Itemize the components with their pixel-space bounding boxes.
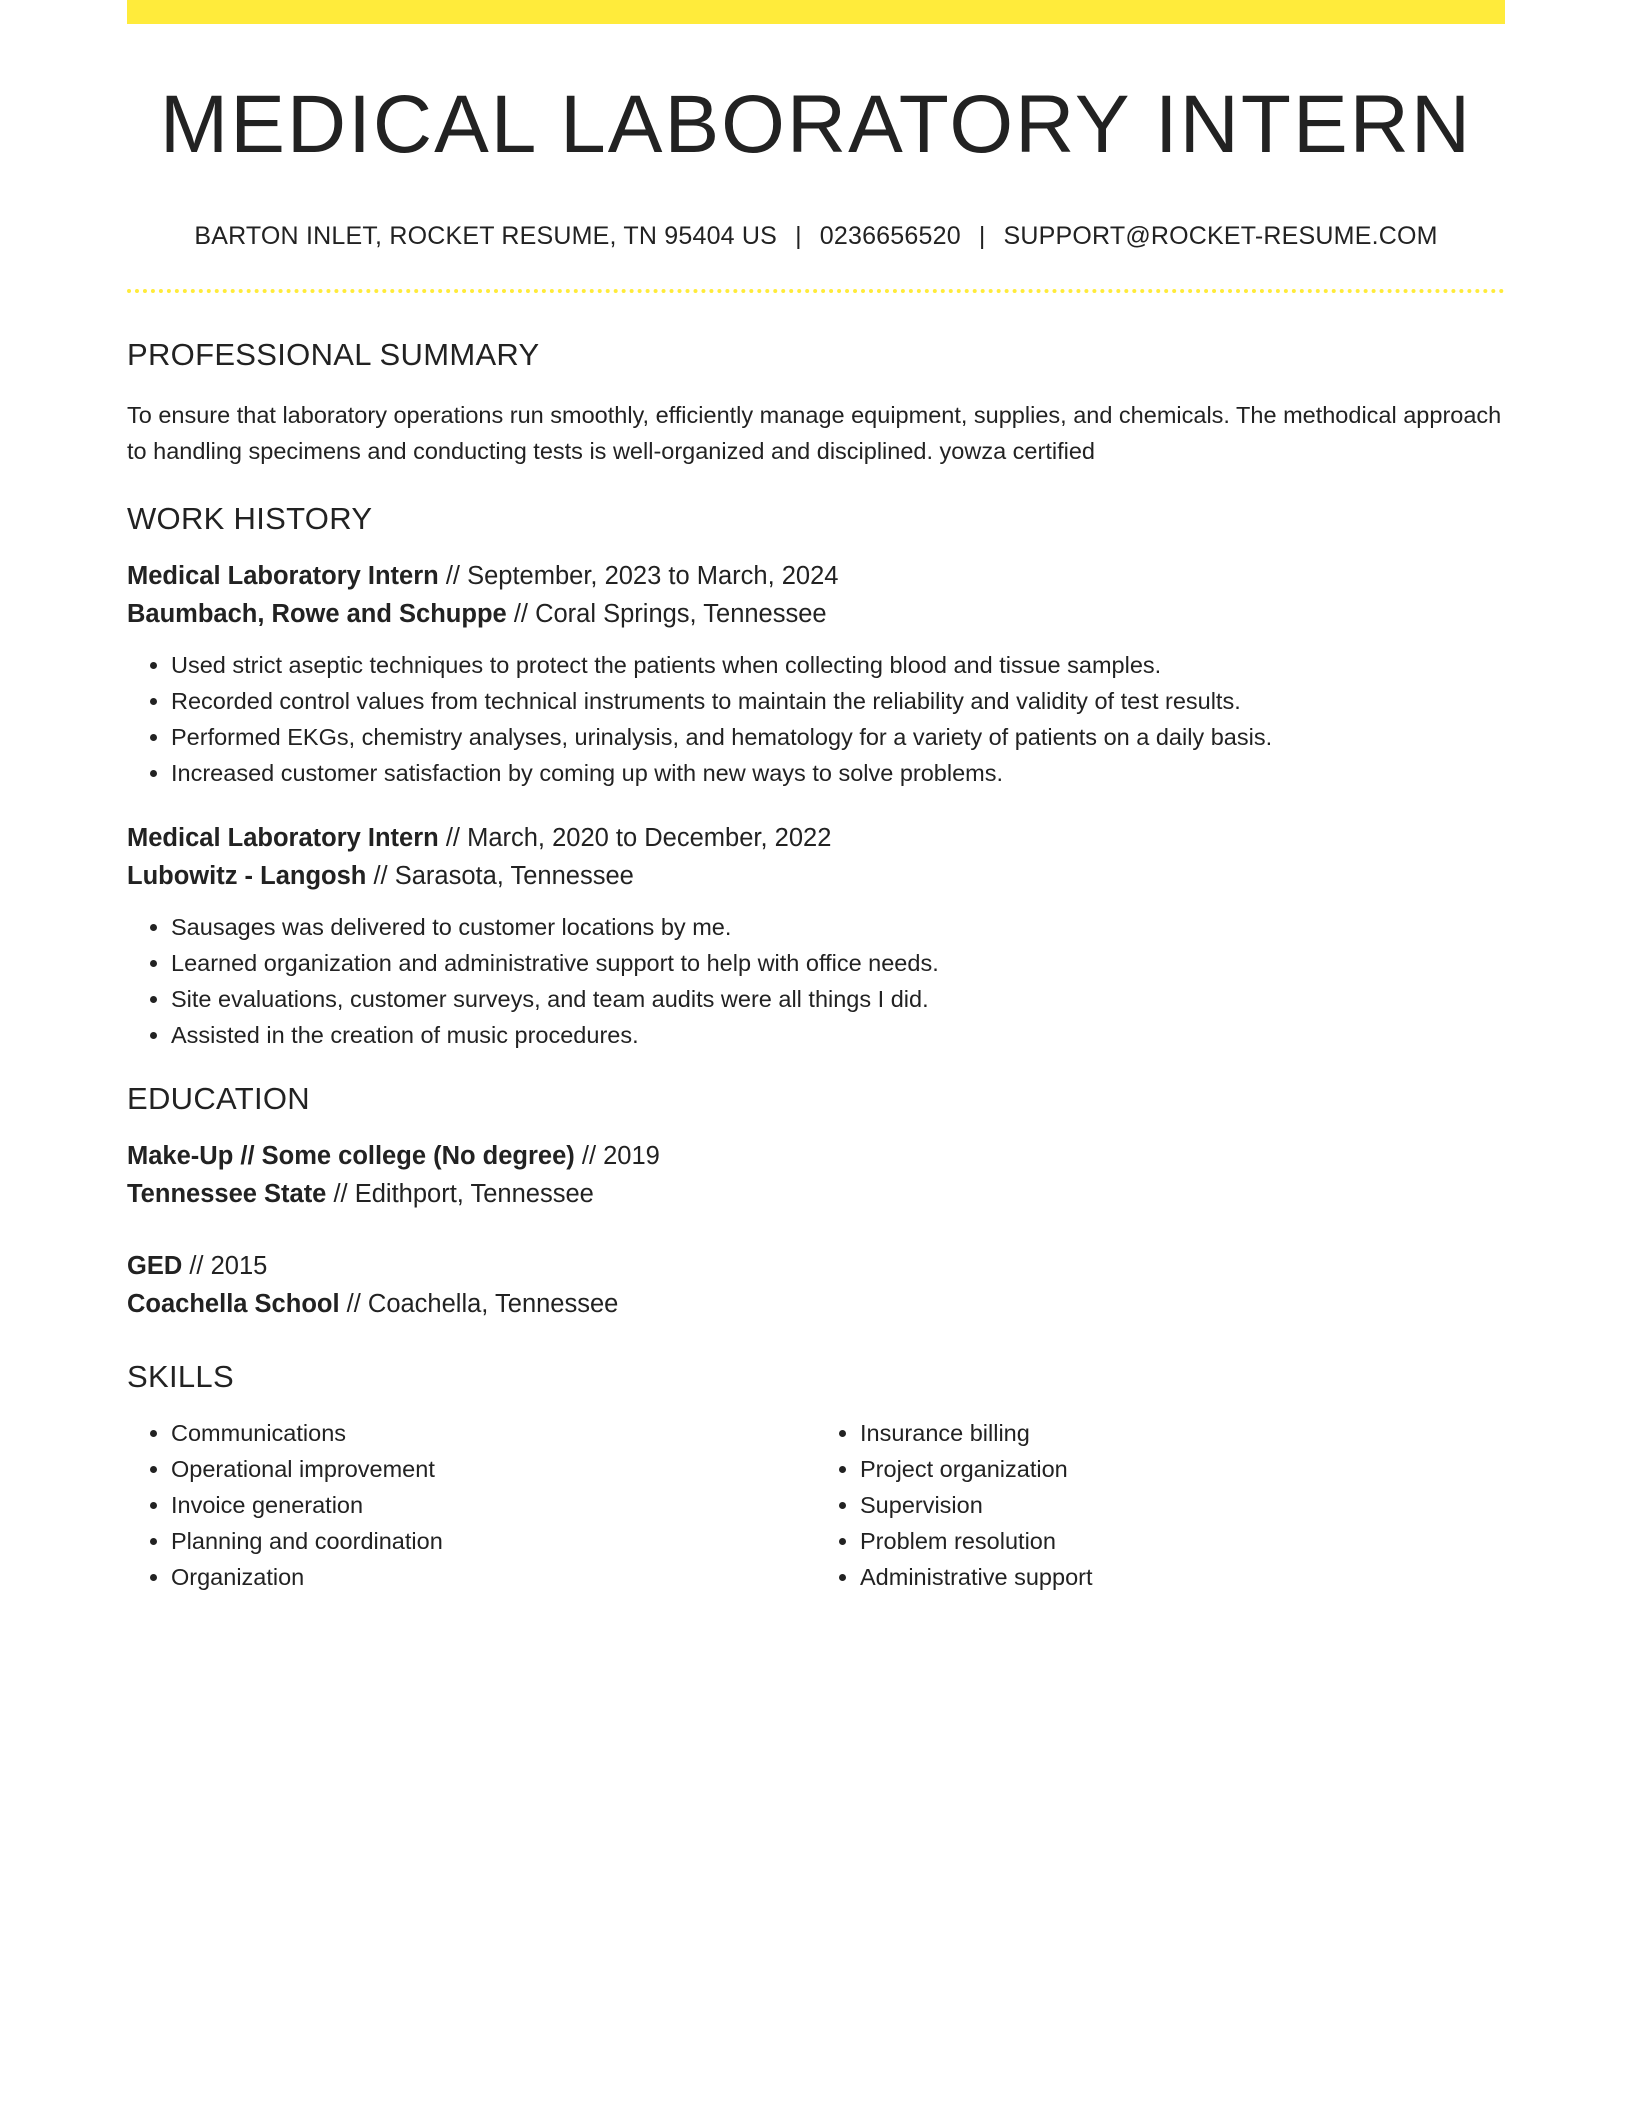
job-title-line (127, 819, 1505, 857)
education-heading: EDUCATION (127, 1081, 310, 1117)
skills-column-left (127, 1415, 816, 1595)
skill-item: • Planning and coordination (171, 1523, 816, 1559)
candidate-name: MEDICAL LABORATORY INTERN (159, 79, 1473, 170)
education-school-line (127, 1285, 1505, 1323)
job-dates: // March, 2020 to December, 2022 (438, 824, 832, 853)
education-year: // 2015 (182, 1252, 268, 1281)
job-location: // Sarasota, Tennessee (366, 862, 634, 891)
skills-column-right (816, 1415, 1505, 1595)
education-school-line (127, 1175, 1505, 1213)
job-title-line (127, 557, 1505, 595)
skill-item: • Organization (171, 1559, 816, 1595)
list-item: • Sausages was delivered to customer locations by me. (171, 909, 1505, 945)
list-item: • Learned organization and administrative support to help with office needs. (171, 945, 1505, 981)
list-item: • Increased customer satisfaction by coming up with new ways to solve problems. (171, 755, 1505, 791)
job-entry (127, 819, 1505, 1053)
job-dates: // September, 2023 to March, 2024 (438, 562, 839, 591)
contact-separator: | (978, 222, 986, 251)
work-history-heading: WORK HISTORY (127, 501, 373, 537)
job-role: Medical Laboratory Intern (127, 562, 439, 591)
education-degree-line (127, 1247, 1505, 1285)
job-bullets (127, 909, 1505, 1053)
job-company-line (127, 857, 1505, 895)
skills-heading: SKILLS (127, 1359, 234, 1395)
list-item: • Used strict aseptic techniques to protect the patients when collecting blood and tissue samples. (171, 647, 1505, 683)
education-school: Tennessee State (127, 1180, 327, 1209)
education-school: Coachella School (127, 1290, 340, 1319)
education-entry (127, 1137, 1505, 1213)
education-year: // 2019 (574, 1142, 660, 1171)
summary-heading: PROFESSIONAL SUMMARY (127, 337, 540, 373)
contact-line (127, 222, 1505, 251)
contact-email: SUPPORT@ROCKET-RESUME.COM (1003, 222, 1438, 251)
contact-phone: 0236656520 (819, 222, 961, 251)
list-item: • Site evaluations, customer surveys, and team audits were all things I did. (171, 981, 1505, 1017)
job-bullets (127, 647, 1505, 791)
education-degree-line (127, 1137, 1505, 1175)
education-location: // Coachella, Tennessee (339, 1290, 619, 1319)
skill-item: • Project organization (860, 1451, 1505, 1487)
skill-item: • Problem resolution (860, 1523, 1505, 1559)
skill-item: • Communications (171, 1415, 816, 1451)
job-entry (127, 557, 1505, 791)
skills-grid (127, 1415, 1505, 1595)
list-item: • Assisted in the creation of music procedures. (171, 1017, 1505, 1053)
skill-item: • Operational improvement (171, 1451, 816, 1487)
resume-page (127, 0, 1505, 1595)
accent-top-bar (127, 0, 1505, 24)
job-company: Baumbach, Rowe and Schuppe (127, 600, 507, 629)
contact-address: BARTON INLET, ROCKET RESUME, TN 95404 US (194, 222, 778, 251)
education-degree: GED (127, 1252, 183, 1281)
skill-item: • Administrative support (860, 1559, 1505, 1595)
education-degree: Make-Up // Some college (No degree) (127, 1142, 575, 1171)
job-role: Medical Laboratory Intern (127, 824, 439, 853)
job-company-line (127, 595, 1505, 633)
skill-item: • Invoice generation (171, 1487, 816, 1523)
skill-item: • Supervision (860, 1487, 1505, 1523)
job-company: Lubowitz - Langosh (127, 862, 367, 891)
list-item: • Recorded control values from technical instruments to maintain the reliability and validity of test results. (171, 683, 1505, 719)
education-entry (127, 1247, 1505, 1323)
contact-separator: | (795, 222, 802, 251)
job-location: // Coral Springs, Tennessee (506, 600, 827, 629)
dotted-divider (127, 289, 1505, 293)
list-item: • Performed EKGs, chemistry analyses, urinalysis, and hematology for a variety of patients on a daily basis. (171, 719, 1505, 755)
education-location: // Edithport, Tennessee (326, 1180, 594, 1209)
summary-text: To ensure that laboratory operations run smoothly, efficiently manage equipment, supplies, and chemicals. The methodical approach to handling specimens and conducting tests is well-organized and disciplined. yowza certified (127, 402, 1502, 465)
skill-item: • Insurance billing (860, 1415, 1505, 1451)
